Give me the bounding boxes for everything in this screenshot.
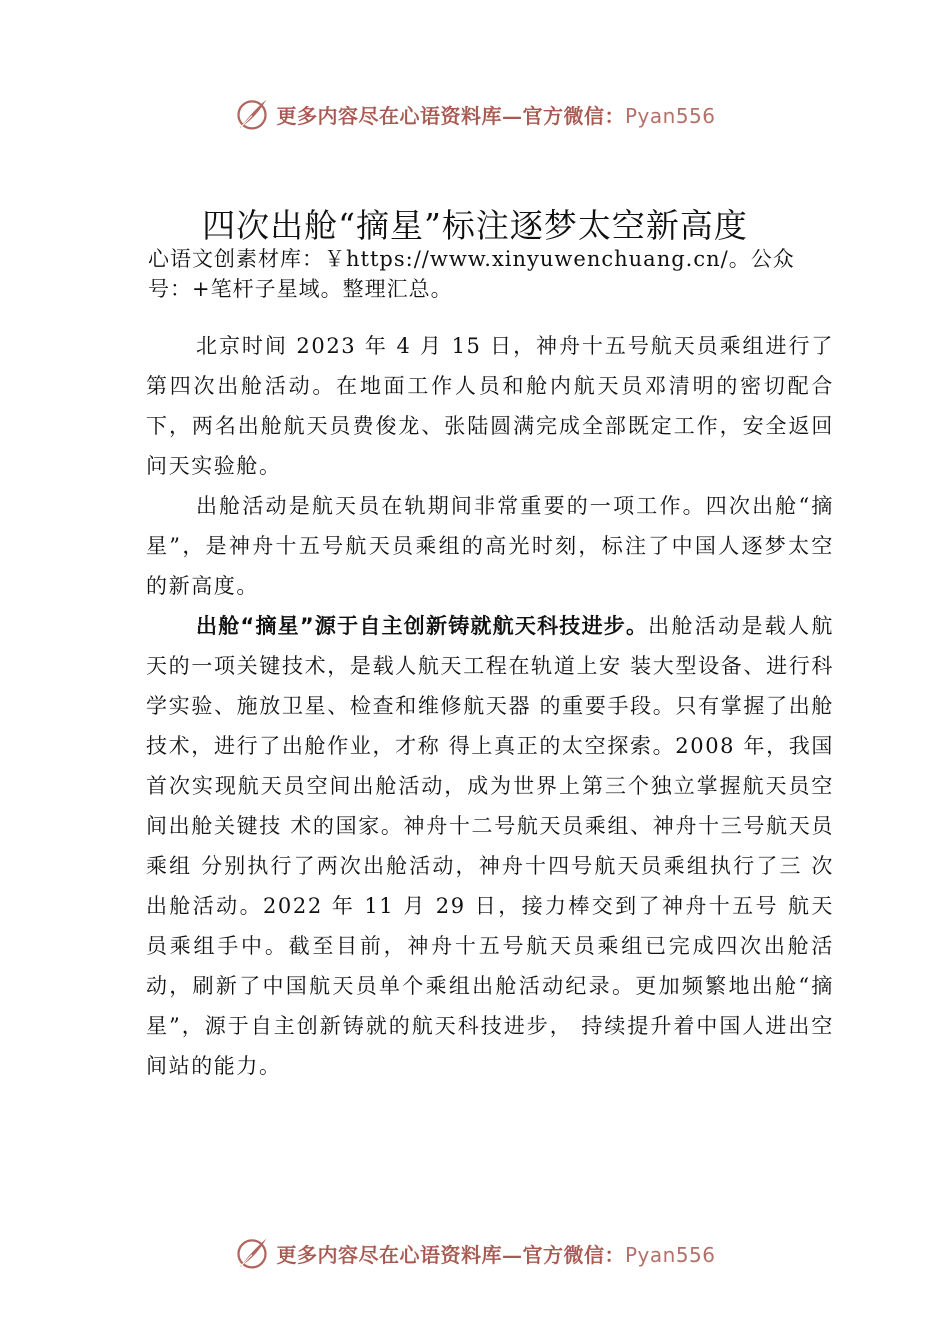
paragraph-text: 出舱活动是航天员在轨期间非常重要的一项工作。四次出舱“摘星”，是神舟十五号航天员乘组的高光时刻，标注了中国人逐梦太空的新高度。 (146, 494, 834, 598)
banner-label: 更多内容尽在心语资料库—官方微信： (276, 1242, 625, 1267)
banner-text (276, 100, 715, 129)
article-body (146, 326, 834, 1086)
paragraph (146, 606, 834, 1086)
wechat-id: Pyan556 (624, 103, 716, 128)
banner-text (276, 1239, 715, 1268)
quill-pen-seal-icon (234, 1235, 270, 1271)
document-title: 四次出舱“摘星”标注逐梦太空新高度 (202, 206, 748, 245)
paragraph-text: 北京时间 2023 年 4 月 15 日，神舟十五号航天员乘组进行了第四次出舱活动。在地面工作人员和舱内航天员邓清明的密切配合下，两名出舱航天员费俊龙、张陆圆满完成全部既定工作，安全返回问天实验舱。 (146, 334, 834, 478)
quill-pen-seal-icon (234, 96, 270, 132)
header-banner (0, 94, 950, 134)
paragraph (146, 486, 834, 606)
source-note: 心语文创素材库：￥https://www.xinyuwenchuang.cn/。公众号：+笔杆子星域。整理汇总。 (148, 247, 795, 301)
banner-label: 更多内容尽在心语资料库—官方微信： (276, 103, 625, 128)
paragraph-text: 出舱活动是载人航天的一项关键技术，是载人航天工程在轨道上安 装大型设备、进行科学实验、施放卫星、检查和维修航天器 的重要手段。只有掌握了出舱技术，进行了出舱作业，才称 得上真正的太空探索。2008 年，我国首次实现航天员空间出舱活动，成为世界上第三个独立掌握航天员空间出舱关键技 术的国家。神舟十二号航天员乘组、神舟十三号航天员乘组 分别执行了两次出舱活动，神舟十四号航天员乘组执行了三 次出舱活动。2022 年 11 月 29 日，接力棒交到了神舟十五号 航天员乘组手中。截至目前，神舟十五号航天员乘组已完成四次出舱活动，刷新了中国航天员单个乘组出舱活动纪录。更加频繁地出舱“摘星”，源于自主创新铸就的航天科技进步， 持续提升着中国人进出空间站的能力。 (146, 614, 834, 1078)
footer-banner (0, 1233, 950, 1273)
paragraph (146, 326, 834, 486)
paragraph-lead-sentence: 出舱“摘星”源于自主创新铸就航天科技进步。 (196, 614, 649, 638)
wechat-id: Pyan556 (624, 1242, 716, 1267)
